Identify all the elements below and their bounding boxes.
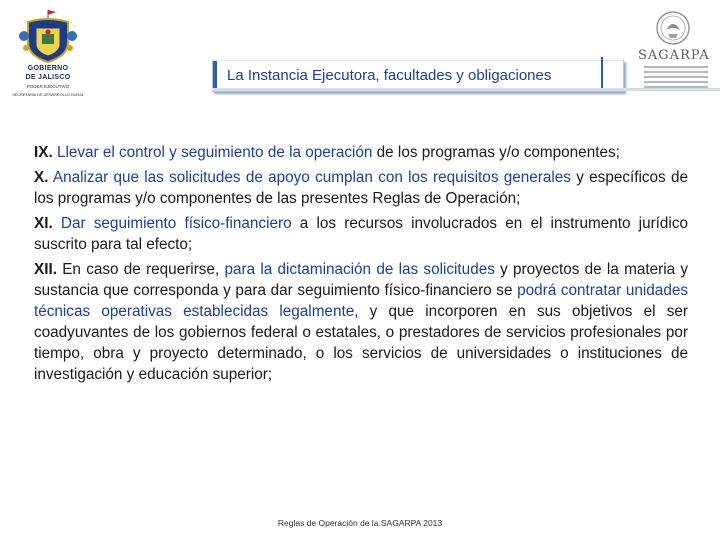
body-text: de los programas y/o componentes; xyxy=(372,144,620,161)
paragraph-x xyxy=(34,167,688,209)
page-title: La Instancia Ejecutora, facultades y obligaciones xyxy=(227,67,552,84)
highlighted-text: Dar seguimiento físico-financiero xyxy=(60,215,292,232)
paragraph-xi xyxy=(34,213,688,255)
mexico-eagle-seal-icon xyxy=(628,8,718,48)
paragraph-xii xyxy=(34,259,688,385)
logo-line-1: GOBIERNO xyxy=(27,65,69,72)
banner-accent-bar xyxy=(213,61,217,91)
logo-line-2: DE JALISCO xyxy=(25,74,71,81)
item-number: XI. xyxy=(34,215,53,232)
sagarpa-brand: SAGARPA xyxy=(638,48,710,63)
body-text: , y que incorporen en sus objetivos el ser coadyuvantes de los gobiernos federal o estatales, o prestadores de servicios profesionales por tiempo, obra y proyecto determinado, o los servicios de universidades o instituciones de investigación y educación superior; xyxy=(34,303,688,383)
body-text: a los recursos involucrados en el instrumento jurídico suscrito para tal efecto; xyxy=(34,215,688,253)
highlighted-text: podrá contratar unidades técnicas operativas establecidas legalmente xyxy=(34,282,688,320)
highlighted-text: para la dictaminación de las solicitudes xyxy=(224,261,495,278)
body-text: En caso de requerirse, xyxy=(62,261,225,278)
highlighted-text: Analizar que las solicitudes de apoyo cumplan con los requisitos generales xyxy=(52,169,571,186)
body-text: y específicos de los programas y/o componentes de las presentes Reglas de Operación; xyxy=(34,169,689,207)
body-text: y proyectos de la materia y sustancia que corresponda y para dar seguimiento físico-financiero se xyxy=(34,261,689,299)
sagarpa-logo xyxy=(628,8,718,92)
highlighted-text: Llevar el control y seguimiento de la operación xyxy=(56,144,373,161)
gobierno-jalisco-logo xyxy=(6,8,90,100)
footer-text: Reglas de Operación de la SAGARPA 2013 xyxy=(277,518,443,528)
banner-accent-line xyxy=(601,57,603,91)
jalisco-coat-of-arms-icon xyxy=(6,8,90,64)
item-number: X. xyxy=(34,169,49,186)
logo-line-3: PODER EJECUTIVO xyxy=(26,84,70,89)
item-number: XII. xyxy=(34,261,57,278)
obligations-list xyxy=(34,142,688,389)
sagarpa-subtitle-lines xyxy=(644,66,708,94)
logo-line-4: SECRETARÍA DE DESARROLLO RURAL xyxy=(12,92,84,97)
item-number: IX. xyxy=(34,144,53,161)
paragraph-ix xyxy=(34,142,688,163)
